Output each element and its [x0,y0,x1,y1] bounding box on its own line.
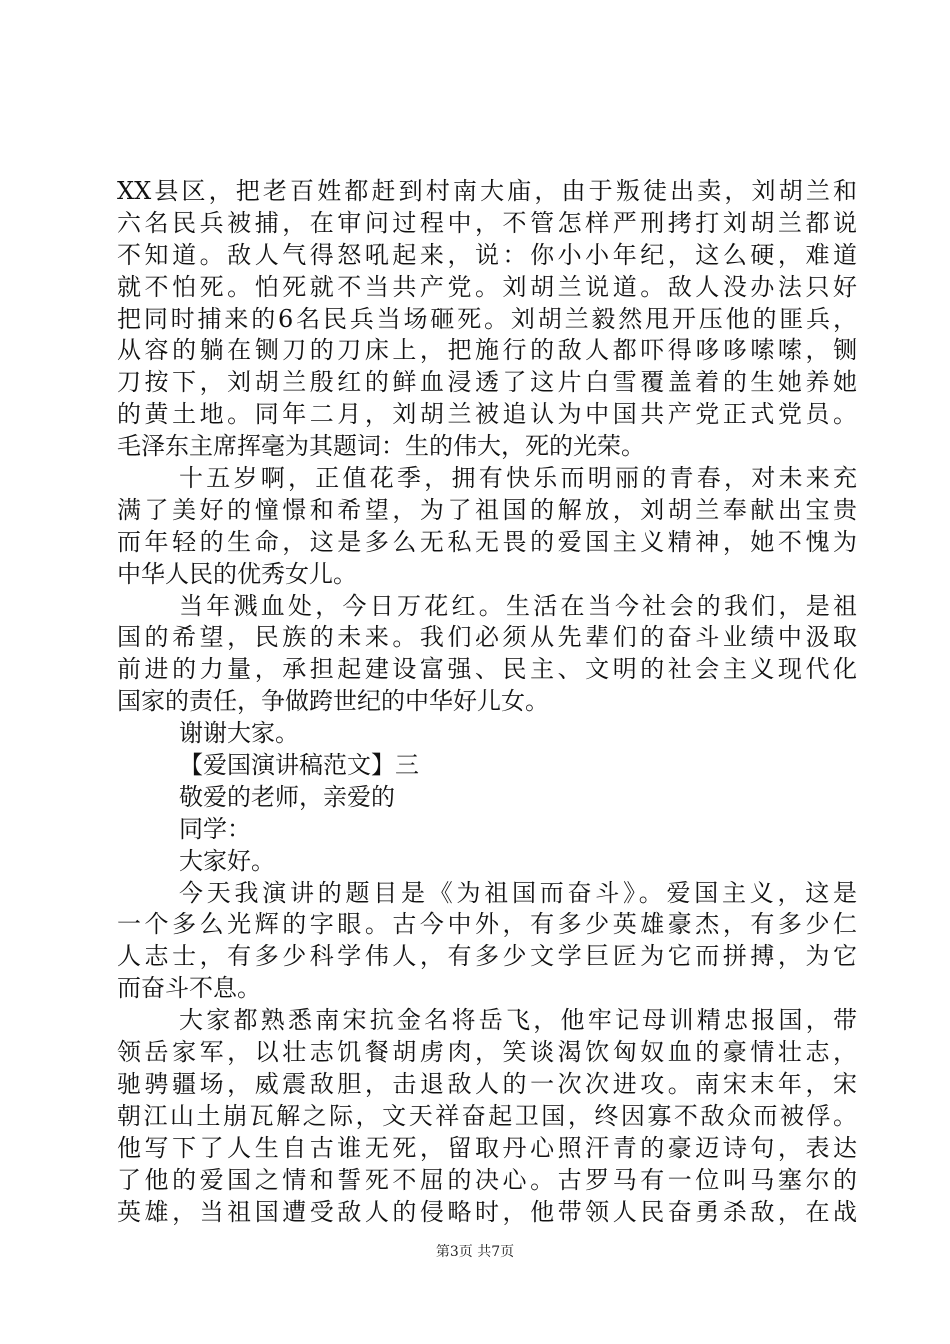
page-footer: 第3页 共7页 [435,1244,515,1260]
text-line: 一个多么光辉的字眼。古今中外，有多少英雄豪杰，有多少仁 [117,910,857,939]
text-line: 同学： [179,814,251,843]
text-line: 前进的力量，承担起建设富强、民主、文明的社会主义现代化 [117,655,857,684]
text-line: 刀按下，刘胡兰殷红的鲜血浸透了这片白雪覆盖着的生她养她 [117,368,857,397]
document-body [117,176,857,1228]
text-line: 敬爱的老师，亲爱的 [179,782,395,811]
text-line: 驰骋疆场，威震敌胆，击退敌人的一次次进攻。南宋末年，宋 [117,1069,857,1098]
text-line: 领岳家军，以壮志饥餐胡虏肉，笑谈渴饮匈奴血的豪情壮志， [117,1038,857,1067]
text-line: 【爱国演讲稿范文】三 [179,751,419,780]
text-line: 大家好。 [179,846,275,875]
text-line: 当年溅血处，今日万花红。生活在当今社会的我们，是祖 [179,591,857,620]
text-line: 而奋斗不息。 [117,974,261,1003]
text-line: 大家都熟悉南宋抗金名将岳飞，他牢记母训精忠报国，带 [179,1006,857,1035]
text-line: 满了美好的憧憬和希望，为了祖国的解放，刘胡兰奉献出宝贵 [117,495,857,524]
text-line: 不知道。敌人气得怒吼起来，说：你小小年纪，这么硬，难道 [117,240,857,269]
text-line: 英雄，当祖国遭受敌人的侵略时，他带领人民奋勇杀敌，在战 [117,1197,857,1226]
text-line: 的黄土地。同年二月，刘胡兰被追认为中国共产党正式党员。 [117,400,857,429]
text-line: 国的希望，民族的未来。我们必须从先辈们的奋斗业绩中汲取 [117,623,857,652]
text-line: 朝江山土崩瓦解之际，文天祥奋起卫国，终因寡不敌众而被俘。 [117,1101,857,1130]
text-line: 把同时捕来的6名民兵当场砸死。刘胡兰毅然甩开压他的匪兵， [117,304,857,333]
text-line: 就不怕死。怕死就不当共产党。刘胡兰说道。敌人没办法只好 [117,272,857,301]
text-line: 人志士，有多少科学伟人，有多少文学巨匠为它而拼搏，为它 [117,942,857,971]
text-line: 谢谢大家。 [179,719,299,748]
text-line: 而年轻的生命，这是多么无私无畏的爱国主义精神，她不愧为 [117,527,857,556]
text-line: 国家的责任，争做跨世纪的中华好儿女。 [117,687,549,716]
text-line: 从容的躺在铡刀的刀床上，把施行的敌人都吓得哆哆嗦嗦，铡 [117,336,857,365]
text-line: XX县区，把老百姓都赶到村南大庙，由于叛徒出卖，刘胡兰和 [117,177,857,205]
text-line: 他写下了人生自古谁无死，留取丹心照汗青的豪迈诗句，表达 [117,1133,857,1162]
text-line: 十五岁啊，正值花季，拥有快乐而明丽的青春，对未来充 [179,464,857,493]
text-line: 六名民兵被捕，在审问过程中，不管怎样严刑拷打刘胡兰都说 [117,208,857,237]
text-line: 中华人民的优秀女儿。 [117,559,357,588]
text-line: 毛泽东主席挥毫为其题词：生的伟大，死的光荣。 [117,432,645,461]
text-line: 了他的爱国之情和誓死不屈的决心。古罗马有一位叫马塞尔的 [117,1165,857,1194]
text-line: 今天我演讲的题目是《为祖国而奋斗》。爱国主义，这是 [179,878,857,907]
